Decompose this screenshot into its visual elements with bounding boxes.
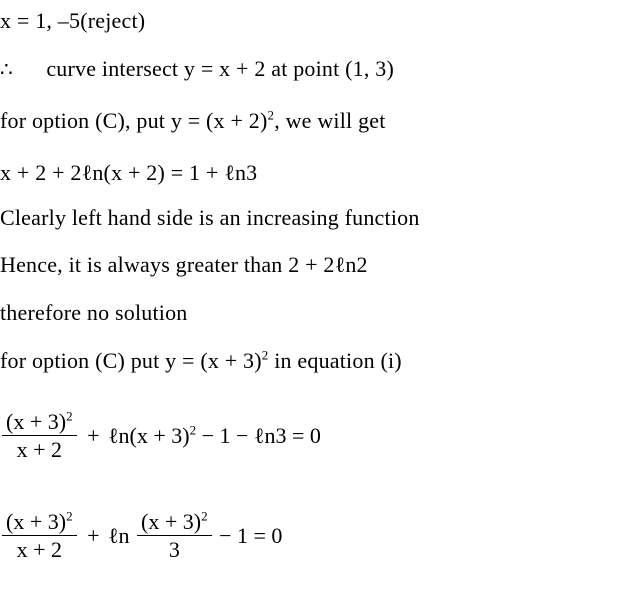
line-8-post: in equation (i): [268, 348, 402, 373]
eq2-num-exponent: 2: [66, 508, 73, 524]
eq1-fraction: [2, 410, 77, 462]
text-line-7: [0, 300, 187, 326]
eq2-numerator: [2, 510, 77, 536]
line-4-text: x + 2 + 2ℓn(x + 2) = 1 + ℓn3: [0, 160, 258, 185]
text-line-3: [0, 108, 386, 134]
eq1-num-exponent: 2: [66, 408, 73, 424]
eq2-denominator: x + 2: [16, 537, 62, 562]
text-line-5: [0, 205, 420, 231]
eq2-num2-base: (x + 3): [141, 509, 202, 534]
equation-2: [0, 508, 283, 564]
line-7-text: therefore no solution: [0, 300, 188, 325]
line-3-post: , we will get: [274, 108, 386, 133]
eq1-ln-exponent: 2: [189, 422, 197, 438]
eq2-fraction-right: [137, 510, 212, 562]
eq2-num-base: (x + 3): [6, 509, 67, 534]
line-8-pre: for option (C) put y = (x + 3): [0, 348, 262, 373]
text-line-4: [0, 160, 257, 186]
text-line-8: [0, 348, 402, 374]
text-line-2: [0, 56, 394, 83]
line-6-text: Hence, it is always greater than 2 + 2ℓn2: [0, 252, 368, 277]
line-1-text: x = 1, –5(reject): [0, 8, 146, 33]
eq2-tail: − 1 = 0: [219, 523, 283, 549]
eq1-ln-term: ℓn(x + 3): [107, 423, 190, 449]
text-line-6: [0, 252, 368, 278]
line-3-pre: for option (C), put y = (x + 2): [0, 108, 268, 133]
eq2-num2-exponent: 2: [201, 508, 208, 524]
eq2-plus: +: [87, 523, 100, 549]
eq1-tail: − 1 − ℓn3 = 0: [201, 423, 321, 449]
eq2-den2: 3: [168, 537, 180, 562]
line-8-exponent: 2: [261, 347, 269, 363]
eq1-plus: +: [87, 423, 100, 449]
therefore-symbol: ∴: [0, 59, 13, 81]
line-3-exponent: 2: [267, 107, 275, 123]
equation-1: [0, 408, 321, 464]
eq2-ln-symbol: ℓn: [107, 523, 130, 549]
eq1-num-base: (x + 3): [6, 409, 67, 434]
line-2-text: curve intersect y = x + 2 at point (1, 3): [46, 56, 394, 81]
text-line-1: [0, 8, 145, 34]
line-5-text: Clearly left hand side is an increasing function: [0, 205, 420, 230]
eq2-num2: [137, 510, 212, 536]
eq1-denominator: x + 2: [16, 437, 62, 462]
eq2-fraction-left: [2, 510, 77, 562]
eq1-numerator: [2, 410, 77, 436]
